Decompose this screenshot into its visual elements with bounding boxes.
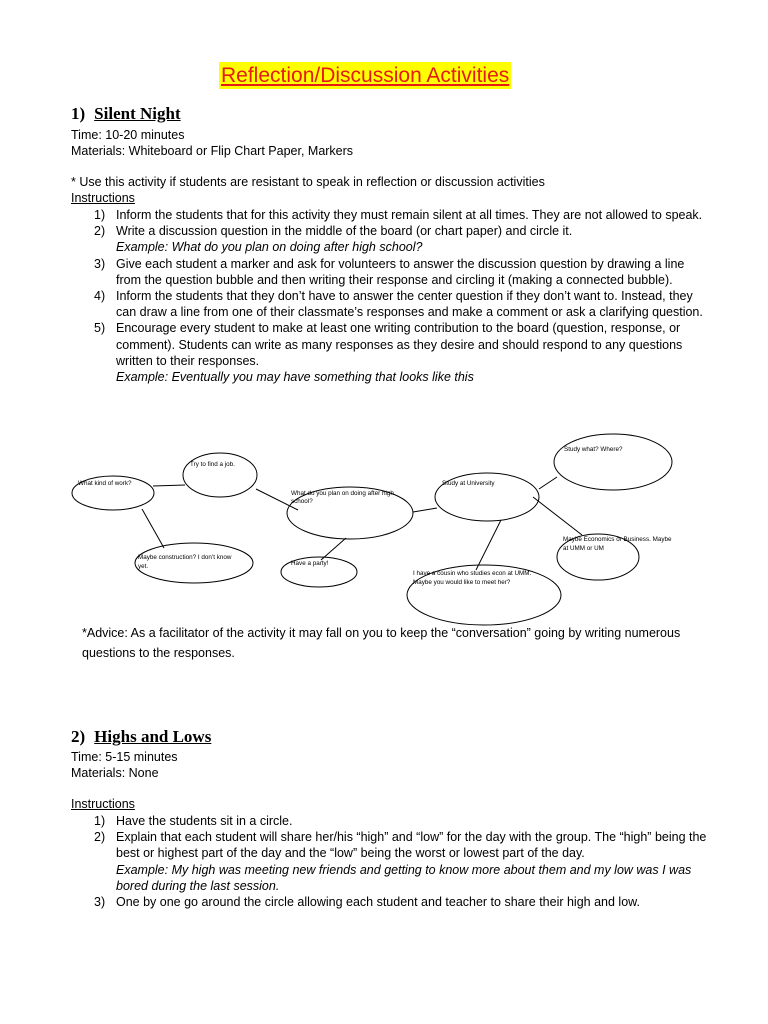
activity-2-materials: Materials: None xyxy=(71,766,159,780)
bubble-study-what xyxy=(554,434,672,490)
bubble-text: What kind of work? xyxy=(78,480,132,487)
connector-line xyxy=(539,477,557,489)
step-number: 3) xyxy=(94,256,106,271)
bubble-text: school? xyxy=(291,498,313,505)
bubble-text: I have a cousin who studies econ at UMM. xyxy=(413,570,532,577)
step-text: Give each student a marker and ask for volunteers to answer the discussion question by drawing a line from the question bubble and then writing their response and circling it (making a connected bubble). xyxy=(116,256,685,287)
bubble-text: Study what? Where? xyxy=(564,446,623,453)
bubble-text: Study at University xyxy=(442,480,495,487)
step-example: Example: Eventually you may have something that looks like this xyxy=(116,370,474,385)
step-text: Explain that each student will share her/his “high” and “low” for the day with the group. The “high” being the best or highest part of the day and the “low” being the worst or lowest part of the day. xyxy=(116,830,707,861)
activity-2-time: Time: 5-15 minutes xyxy=(71,750,178,764)
step-number: 5) xyxy=(94,321,106,336)
bubble-text: Maybe construction? I don’t know xyxy=(138,554,232,561)
step-text: Inform the students that they don’t have to answer the center question if they don’t want to. Instead, they can draw a line from one of their classmate’s responses and make a comment or ask a clarifying question. xyxy=(116,289,703,320)
activity-1-note: * Use this activity if students are resistant to speak in reflection or discussion activities xyxy=(71,175,545,189)
bubble-text: Maybe Economics or Business. Maybe xyxy=(563,536,672,543)
activity-1-materials: Materials: Whiteboard or Flip Chart Paper, Markers xyxy=(71,144,354,158)
list-item xyxy=(71,829,711,894)
bubble-construction xyxy=(135,543,253,583)
activity-1-title: Silent Night xyxy=(94,104,181,123)
step-text: One by one go around the circle allowing each student and teacher to share their high and low. xyxy=(116,895,640,910)
step-example: Example: What do you plan on doing after high school? xyxy=(116,240,423,255)
activity-1-advice: *Advice: As a facilitator of the activity it may fall on you to keep the “conversation” going by writing numerous questions to the responses. xyxy=(82,626,681,660)
bubble-text: at UMM or UM xyxy=(563,545,604,552)
step-number: 2) xyxy=(94,224,106,239)
list-item xyxy=(71,894,711,910)
bubble-text: Try to find a job. xyxy=(190,461,235,468)
connector-line xyxy=(142,509,164,548)
connector-line xyxy=(476,520,501,570)
bubble-text: What do you plan on doing after high xyxy=(291,490,394,497)
list-item xyxy=(71,813,711,829)
step-text: Have the students sit in a circle. xyxy=(116,814,293,828)
activity-2-instructions-label: Instructions xyxy=(71,797,135,811)
activity-1-time: Time: 10-20 minutes xyxy=(71,128,185,142)
bubble-text: yet. xyxy=(138,563,149,570)
activity-1-instructions-label: Instructions xyxy=(71,191,135,205)
activity-2-heading xyxy=(71,727,211,747)
step-number: 1) xyxy=(94,208,106,222)
step-text: Inform the students that for this activity they must remain silent at all times. They are not allowed to speak. xyxy=(116,208,703,222)
step-number: 2) xyxy=(94,830,106,845)
activity-2-steps xyxy=(71,813,711,910)
step-text: Encourage every student to make at least one writing contribution to the board (question, response, or comment). Students can write as many responses as they desire and should respond to any questions written to their responses. xyxy=(116,321,683,368)
bubble-text: Have a party! xyxy=(291,560,329,567)
page-title: Reflection/Discussion Activities xyxy=(221,64,510,87)
step-example: Example: My high was meeting new friends and getting to know more about them and my low was I was bored during the last session. xyxy=(116,862,692,893)
connector-line xyxy=(153,485,185,486)
step-number: 3) xyxy=(94,895,106,910)
bubble-try-job xyxy=(183,453,257,497)
connector-line xyxy=(533,497,582,535)
step-text: Write a discussion question in the middle of the board (or chart paper) and circle it. xyxy=(116,224,573,239)
activity-2-title: Highs and Lows xyxy=(94,727,212,746)
step-number: 4) xyxy=(94,289,106,304)
activity-1-number: 1) xyxy=(71,104,86,123)
connector-line xyxy=(413,508,437,512)
activity-2-number: 2) xyxy=(71,727,86,746)
step-number: 1) xyxy=(94,814,106,828)
bubble-text: Maybe you would like to meet her? xyxy=(413,579,511,586)
